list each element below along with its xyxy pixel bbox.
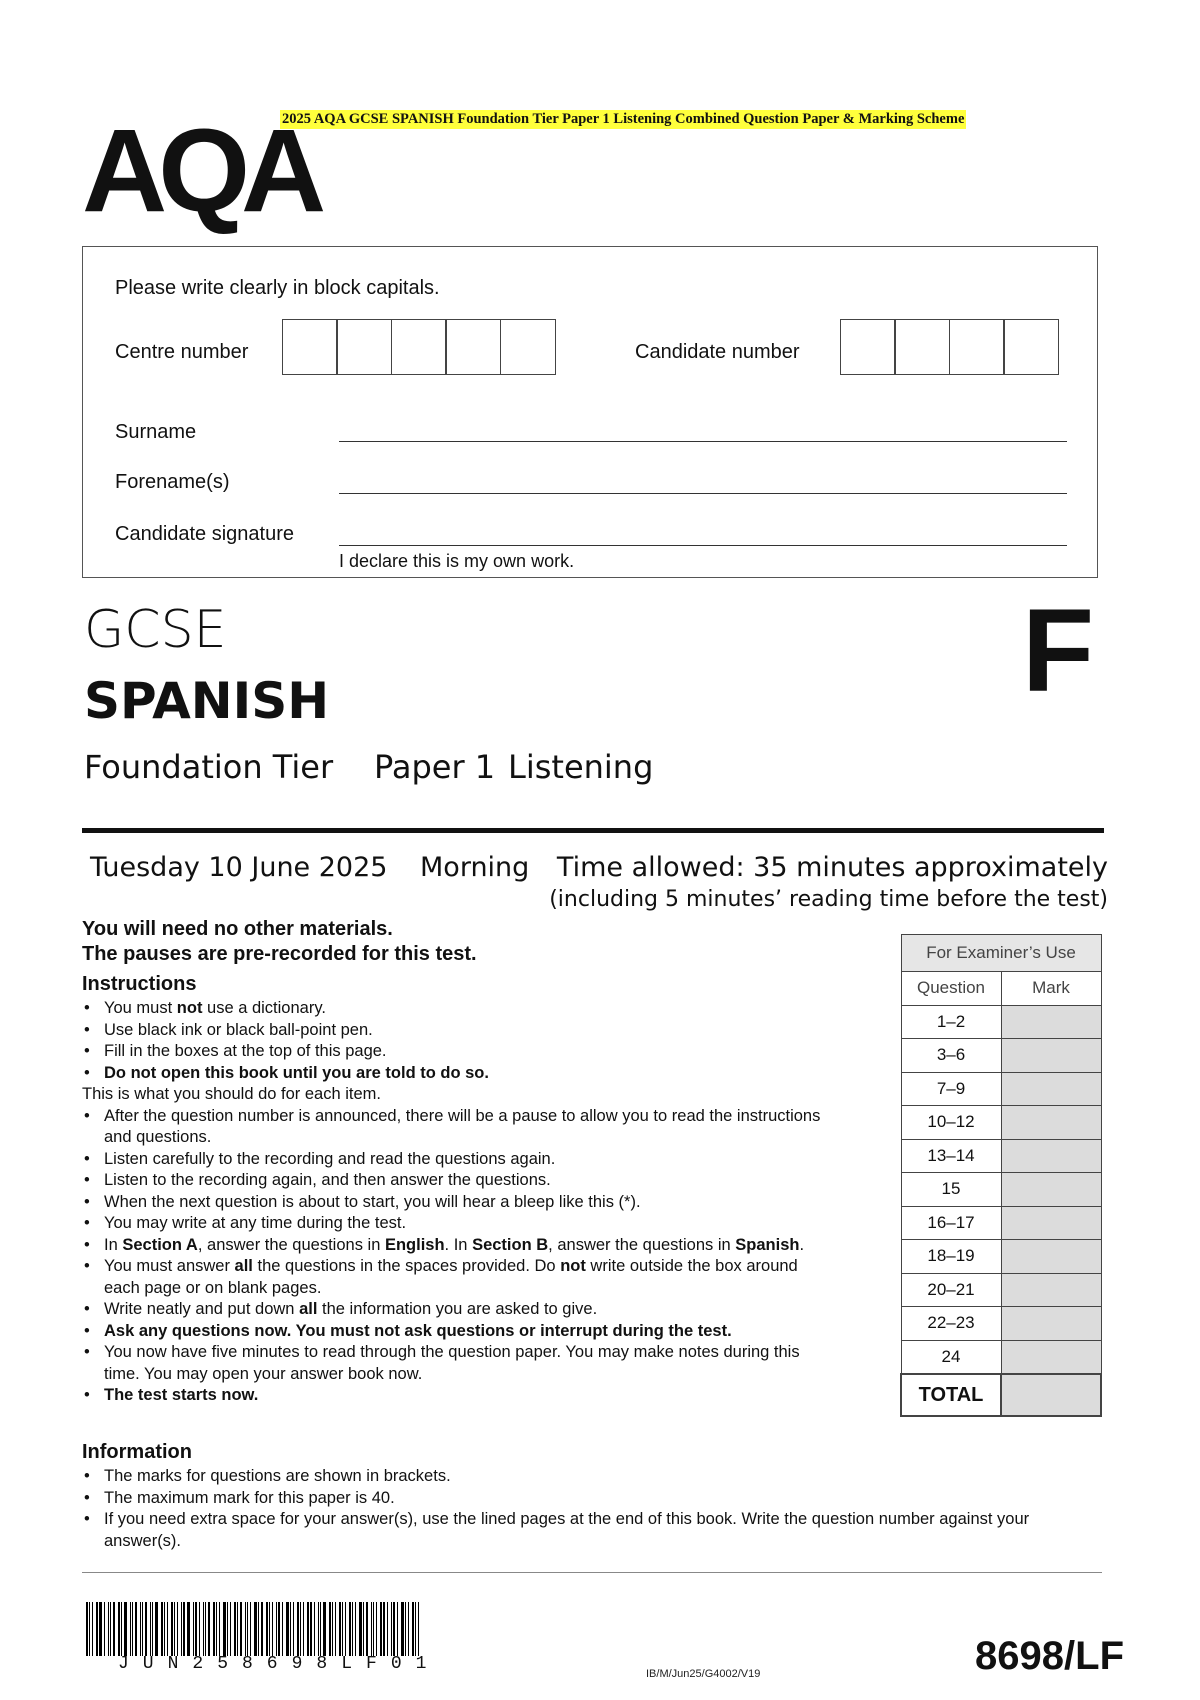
paper-title: Paper 1: [374, 748, 496, 786]
barcode-bar: [307, 1602, 309, 1656]
bold-text: Ask any questions now. You must not ask questions or interrupt during the test.: [104, 1321, 732, 1340]
instruction-text: [82, 1084, 822, 1106]
barcode-bar: [415, 1602, 416, 1656]
candidate-number-field[interactable]: [841, 319, 1059, 375]
question-range: 22–23: [901, 1307, 1001, 1341]
bold-text: English: [384, 1235, 445, 1254]
mark-cell: [1001, 1273, 1101, 1307]
bullet-item: [82, 1149, 822, 1171]
centre-number-label: Centre number: [115, 341, 249, 363]
candidate-details-box: [82, 246, 1098, 578]
barcode-bar: [342, 1602, 343, 1656]
exam-date: Tuesday 10 June 2025: [90, 852, 388, 883]
bold-text: Spanish: [735, 1235, 800, 1254]
barcode-bar: [371, 1602, 372, 1656]
mark-cell: [1001, 1139, 1101, 1173]
barcode-bar: [250, 1602, 251, 1656]
barcode-bar: [293, 1602, 294, 1656]
barcode-bar: [199, 1602, 200, 1656]
signature-label: Candidate signature: [115, 523, 295, 545]
information-heading: Information: [82, 1441, 192, 1463]
question-column-header: Question: [901, 972, 1001, 1006]
text-run: In: [104, 1235, 123, 1254]
text-run: Write neatly and put down: [104, 1300, 300, 1318]
barcode-bar: [86, 1602, 88, 1656]
barcode-bar: [208, 1602, 210, 1656]
barcode-bar: [397, 1602, 398, 1656]
banner-title: 2025 AQA GCSE SPANISH Foundation Tier Paper 1 Listening Combined Question Paper & Marking Scheme: [282, 111, 965, 127]
question-range: 10–12: [901, 1106, 1001, 1140]
barcode-bar: [104, 1602, 105, 1656]
bullet-item: [82, 1041, 822, 1063]
barcode-bar: [300, 1602, 301, 1656]
centre-digit-box[interactable]: [391, 319, 447, 375]
ib-reference: IB/M/Jun25/G4002/V19: [646, 1668, 761, 1680]
mark-cell: [1001, 1307, 1101, 1341]
centre-digit-box[interactable]: [445, 319, 501, 375]
bullet-item: [82, 1170, 822, 1192]
barcode-bar: [145, 1602, 147, 1656]
total-label: TOTAL: [901, 1374, 1001, 1416]
barcode-bar: [282, 1602, 283, 1656]
bold-text: Section A: [122, 1235, 198, 1254]
barcode-bar: [269, 1602, 270, 1656]
paper-code: 8698/LF: [975, 1634, 1124, 1678]
barcode-bar: [380, 1602, 382, 1656]
barcode-bar: [393, 1602, 395, 1656]
text-run: the questions in the spaces provided. Do: [252, 1257, 561, 1275]
centre-number-field[interactable]: [283, 319, 556, 375]
barcode-bar: [161, 1602, 163, 1656]
barcode-bar: [323, 1602, 326, 1656]
text-run: use a dictionary.: [202, 999, 326, 1017]
declaration-text: I declare this is my own work.: [339, 551, 575, 571]
barcode-bar: [329, 1602, 331, 1656]
bold-text: not: [560, 1257, 586, 1275]
barcode-bar: [237, 1602, 238, 1656]
mark-column-header: Mark: [1001, 972, 1101, 1006]
barcode-bar: [418, 1602, 419, 1656]
bullet-item: [82, 998, 822, 1020]
text-run: You may write at any time during the test.: [104, 1214, 407, 1232]
surname-field[interactable]: [339, 441, 1067, 442]
barcode-bar: [363, 1602, 364, 1656]
text-run: You must: [104, 999, 177, 1017]
barcode-bar: [359, 1602, 362, 1656]
barcode-bar: [177, 1602, 178, 1656]
footer-divider: [82, 1572, 1102, 1573]
barcode-bar: [150, 1602, 151, 1656]
barcode-bar: [108, 1602, 109, 1656]
examiner-table-row: [901, 1206, 1101, 1240]
question-range: 15: [901, 1173, 1001, 1207]
component-title: Listening: [508, 748, 654, 786]
barcode-bar: [261, 1602, 263, 1656]
instructions-heading: Instructions: [82, 973, 197, 995]
barcode-bar: [401, 1602, 404, 1656]
question-range: 18–19: [901, 1240, 1001, 1274]
barcode-bar: [205, 1602, 206, 1656]
question-range: 1–2: [901, 1005, 1001, 1039]
question-range: 7–9: [901, 1072, 1001, 1106]
barcode-bar: [408, 1602, 409, 1656]
barcode-bar: [203, 1602, 204, 1656]
barcode-bar: [278, 1602, 280, 1656]
block-capitals-instruction: Please write clearly in block capitals.: [115, 277, 440, 299]
text-run: Listen to the recording again, and then answer the questions.: [104, 1171, 551, 1189]
subject-title: SPANISH: [84, 672, 330, 730]
text-run: .: [799, 1235, 805, 1254]
text-run: The maximum mark for this paper is 40.: [104, 1488, 395, 1507]
barcode-bar: [118, 1602, 120, 1656]
examiner-table-row: [901, 1273, 1101, 1307]
barcode-bar: [318, 1602, 319, 1656]
barcode-bar: [187, 1602, 190, 1656]
bullet-item: [82, 1385, 822, 1407]
text-run: . In: [444, 1235, 473, 1254]
information-list: [82, 1466, 1092, 1552]
candidate-digit-box[interactable]: [1003, 319, 1059, 375]
examiner-table-row: [901, 1307, 1101, 1341]
bullet-item: [82, 1342, 822, 1385]
tier-letter: F: [1022, 585, 1095, 717]
barcode-bar: [310, 1602, 312, 1656]
barcode-bar: [130, 1602, 131, 1656]
forename-label: Forename(s): [115, 471, 230, 493]
barcode-bar: [140, 1602, 141, 1656]
bold-text: all: [234, 1257, 253, 1275]
centre-digit-box[interactable]: [336, 319, 392, 375]
barcode-bar: [391, 1602, 392, 1656]
mark-cell: [1001, 1206, 1101, 1240]
bullet-item: [82, 1256, 822, 1299]
question-range: 24: [901, 1340, 1001, 1374]
bold-text: Section B: [472, 1235, 549, 1254]
barcode-bar: [216, 1602, 217, 1656]
bullet-item: [82, 1235, 822, 1257]
exam-session: Morning: [420, 852, 530, 883]
bold-text: all: [299, 1300, 318, 1318]
aqa-logo: AQA: [82, 105, 318, 237]
barcode-bar: [113, 1602, 115, 1656]
bullet-item: [82, 1063, 822, 1085]
barcode-bar: [174, 1602, 175, 1656]
barcode-bar: [349, 1602, 351, 1656]
bold-text: The test starts now.: [104, 1386, 259, 1404]
barcode-bar: [376, 1602, 377, 1656]
barcode-bar: [110, 1602, 111, 1656]
barcode-bar: [164, 1602, 165, 1656]
title-divider: [82, 828, 1104, 833]
barcode-bar: [355, 1602, 356, 1656]
examiner-table-row: [901, 1005, 1101, 1039]
barcode-bar: [387, 1602, 388, 1656]
barcode-bar: [247, 1602, 248, 1656]
mark-cell: [1001, 1173, 1101, 1207]
barcode-bar: [121, 1602, 122, 1656]
bullet-item: [82, 1213, 822, 1235]
bullet-item: [82, 1488, 1092, 1510]
text-run: , answer the questions in: [197, 1235, 385, 1254]
reading-time: (including 5 minutes’ reading time before the test): [549, 887, 1108, 912]
barcode-bar: [193, 1602, 194, 1656]
text-run: Fill in the boxes at the top of this page.: [104, 1042, 387, 1060]
bullet-item: [82, 1020, 822, 1042]
text-run: Listen carefully to the recording and read the questions again.: [104, 1149, 556, 1168]
barcode-bar: [230, 1602, 231, 1656]
mark-cell: [1001, 1005, 1101, 1039]
barcode-bar: [171, 1602, 173, 1656]
barcode-bar: [286, 1602, 289, 1656]
text-run: After the question number is announced, there will be a pause to allow you to read the instructions and questions.: [104, 1106, 821, 1146]
bullet-item: [82, 1299, 822, 1321]
examiner-table-row: [901, 1173, 1101, 1207]
barcode-bar: [96, 1602, 98, 1656]
bullet-item: [82, 1106, 822, 1149]
qualification-title: GCSE: [84, 600, 227, 660]
barcode-bar: [227, 1602, 228, 1656]
barcode-bar: [152, 1602, 153, 1656]
examiner-table-row: [901, 1106, 1101, 1140]
text-run: The marks for questions are shown in brackets.: [104, 1467, 451, 1485]
barcode-bar: [223, 1602, 226, 1656]
barcode-bar: [314, 1602, 315, 1656]
barcode-bar: [405, 1602, 406, 1656]
barcode-bar: [373, 1602, 374, 1656]
barcode-bar: [167, 1602, 168, 1656]
mark-cell: [1001, 1340, 1101, 1374]
text-run: Use black ink or black ball-point pen.: [104, 1020, 373, 1039]
barcode-bar: [234, 1602, 236, 1656]
examiner-table-row: [901, 1139, 1101, 1173]
barcode-bar: [332, 1602, 333, 1656]
candidate-digit-box[interactable]: [840, 319, 896, 375]
examiner-table-row: [901, 1072, 1101, 1106]
barcode-bar: [339, 1602, 341, 1656]
mark-cell: [1001, 1039, 1101, 1073]
barcode-bar: [254, 1602, 257, 1656]
examiner-table-title: For Examiner’s Use: [901, 935, 1101, 972]
materials-line-1: You will need no other materials.: [82, 918, 393, 940]
forename-field[interactable]: [339, 493, 1067, 494]
barcode-bar: [345, 1602, 346, 1656]
barcode-bar: [320, 1602, 321, 1656]
barcode-bar: [258, 1602, 259, 1656]
signature-field[interactable]: [339, 545, 1067, 546]
barcode-bar: [276, 1602, 277, 1656]
centre-digit-box[interactable]: [500, 319, 556, 375]
barcode-bar: [132, 1602, 133, 1656]
text-run: the information you are asked to give.: [317, 1300, 598, 1318]
barcode-text: JUN258698LF01: [118, 1654, 441, 1674]
barcode-bar: [303, 1602, 304, 1656]
barcode-bar: [213, 1602, 215, 1656]
candidate-number-label: Candidate number: [635, 341, 800, 363]
text-run: , answer the questions in: [548, 1235, 736, 1254]
barcode-bar: [383, 1602, 385, 1656]
barcode: [86, 1602, 502, 1656]
time-allowed: Time allowed: 35 minutes approximately: [556, 852, 1108, 883]
barcode-bar: [412, 1602, 414, 1656]
materials-line-2: The pauses are pre-recorded for this test.: [82, 943, 477, 965]
question-range: 3–6: [901, 1039, 1001, 1073]
question-range: 16–17: [901, 1206, 1001, 1240]
barcode-bar: [92, 1602, 93, 1656]
candidate-digit-box[interactable]: [949, 319, 1005, 375]
barcode-bar: [135, 1602, 137, 1656]
instructions-list: [82, 998, 822, 1407]
barcode-bar: [89, 1602, 90, 1656]
question-range: 20–21: [901, 1273, 1001, 1307]
centre-digit-box[interactable]: [282, 319, 338, 375]
barcode-bar: [219, 1602, 220, 1656]
tier-title: Foundation Tier: [84, 748, 334, 786]
examiner-table-row: [901, 1039, 1101, 1073]
barcode-bar: [245, 1602, 246, 1656]
candidate-digit-box[interactable]: [894, 319, 950, 375]
barcode-bar: [124, 1602, 127, 1656]
examiner-table-row: [901, 1240, 1101, 1274]
barcode-bar: [181, 1602, 182, 1656]
mark-cell: [1001, 1072, 1101, 1106]
mark-cell: [1001, 1240, 1101, 1274]
bold-text: Do not open this book until you are told to do so.: [104, 1063, 489, 1082]
barcode-bar: [290, 1602, 291, 1656]
barcode-bar: [266, 1602, 268, 1656]
barcode-bar: [99, 1602, 102, 1656]
barcode-bar: [297, 1602, 299, 1656]
mark-cell: [1001, 1106, 1101, 1140]
text-run: If you need extra space for your answer(s), use the lined pages at the end of this book. Write the question number against your answer(s).: [104, 1510, 1030, 1550]
text-run: You must answer: [104, 1257, 235, 1275]
text-run: This is what you should do for each item.: [82, 1085, 381, 1103]
surname-label: Surname: [115, 421, 197, 443]
barcode-bar: [352, 1602, 353, 1656]
barcode-bar: [195, 1602, 197, 1656]
question-range: 13–14: [901, 1139, 1001, 1173]
bullet-item: [82, 1192, 822, 1214]
barcode-bar: [240, 1602, 242, 1656]
barcode-bar: [335, 1602, 336, 1656]
text-run: write outside the box around each page or on blank pages.: [104, 1257, 798, 1297]
total-mark-cell: [1001, 1374, 1101, 1416]
barcode-bar: [272, 1602, 273, 1656]
barcode-bar: [183, 1602, 185, 1656]
barcode-bar: [366, 1602, 368, 1656]
examiner-table-row: [901, 1340, 1101, 1374]
bullet-item: [82, 1509, 1092, 1552]
bullet-item: [82, 1466, 1092, 1488]
barcode-bar: [155, 1602, 158, 1656]
text-run: You now have five minutes to read through the question paper. You may make notes during this time. You may open your answer book now.: [104, 1343, 800, 1383]
bold-text: not: [176, 999, 203, 1017]
text-run: When the next question is about to start, you will hear a bleep like this (*).: [104, 1192, 641, 1211]
barcode-bar: [142, 1602, 143, 1656]
bullet-item: [82, 1321, 822, 1343]
examiner-use-table: [900, 934, 1102, 1417]
